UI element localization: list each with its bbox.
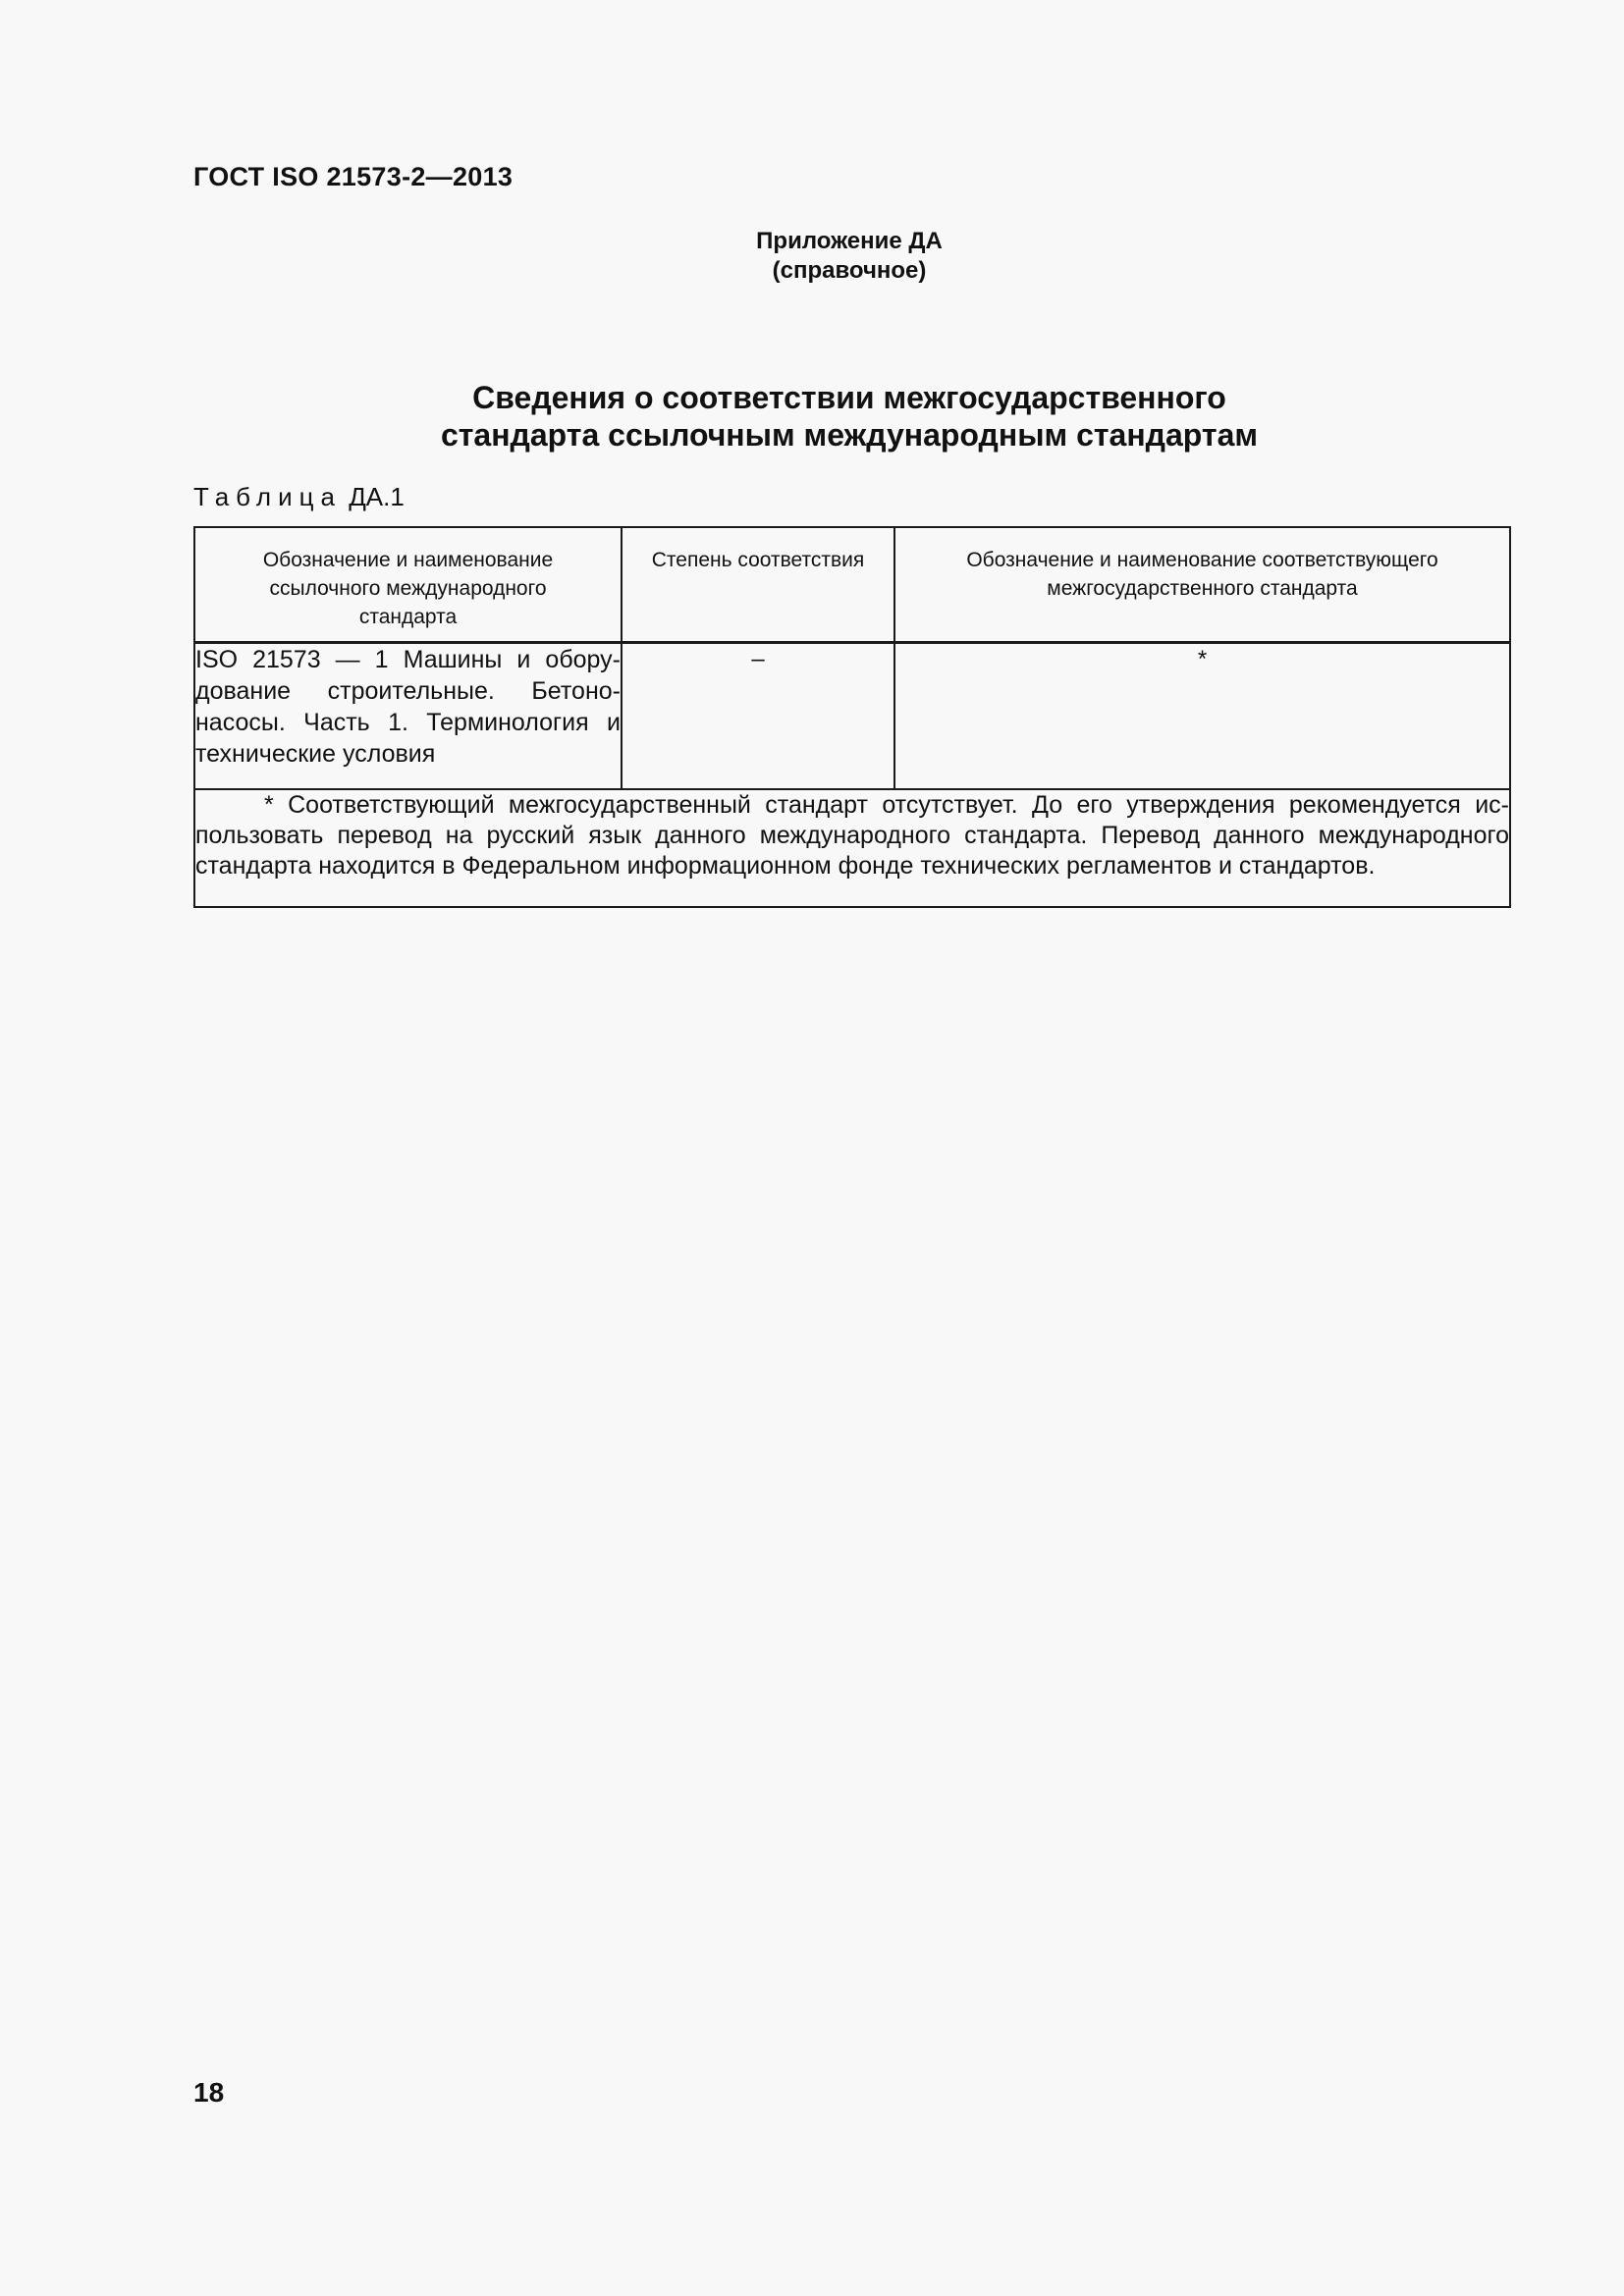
section-heading-line-1: Сведения о соответствии межгосударственного <box>472 380 1226 415</box>
cell-line: ISO 21573 — 1 Машины и обору- <box>195 645 621 673</box>
conformity-table <box>193 526 1511 908</box>
header-interstate-standard <box>894 527 1510 642</box>
table-caption-word: Таблица <box>193 482 342 511</box>
footnote-line: пользовать перевод на русский язык данного международного стандарта. Перевод данного международного <box>195 822 1509 849</box>
header-line: Обозначение и наименование соответствующего <box>966 549 1438 571</box>
table-row <box>194 642 1510 789</box>
cell-interstate-standard: * <box>894 642 1510 789</box>
section-heading-line-2: стандарта ссылочным международным стандартам <box>440 417 1259 453</box>
document-code: ГОСТ ISO 21573-2—2013 <box>193 162 514 191</box>
table-footnote <box>194 789 1510 907</box>
footnote-line: стандарта находится в Федеральном информационном фонде технических регламентов и стандартов. <box>195 852 1376 880</box>
cell-line: технические условия <box>195 739 436 768</box>
cell-line: насосы. Часть 1. Терминология и <box>195 708 621 736</box>
footnote-line: * Соответствующий межгосударственный стандарт отсутствует. До его утверждения рекомендуется ис- <box>264 791 1509 819</box>
header-line: межгосударственного стандарта <box>1047 577 1358 600</box>
cell-line: дование строительные. Бетоно- <box>195 676 621 705</box>
header-line: ссылочного международного <box>269 577 547 600</box>
header-reference-standard <box>194 527 622 642</box>
table-header-row <box>194 527 1510 642</box>
table-footnote-row <box>194 789 1510 907</box>
table-caption-id: ДА.1 <box>349 482 405 511</box>
appendix-title: Приложение ДА <box>756 228 943 254</box>
page-number: 18 <box>193 2077 225 2108</box>
appendix-kind: (справочное) <box>772 257 927 284</box>
header-line: Степень соответствия <box>651 549 865 571</box>
header-degree-of-conformity <box>622 527 894 642</box>
header-line: стандарта <box>358 606 458 628</box>
cell-degree-of-conformity: – <box>622 642 894 789</box>
cell-reference-standard <box>194 642 622 789</box>
table-caption <box>193 482 405 512</box>
header-line: Обозначение и наименование <box>262 549 554 571</box>
